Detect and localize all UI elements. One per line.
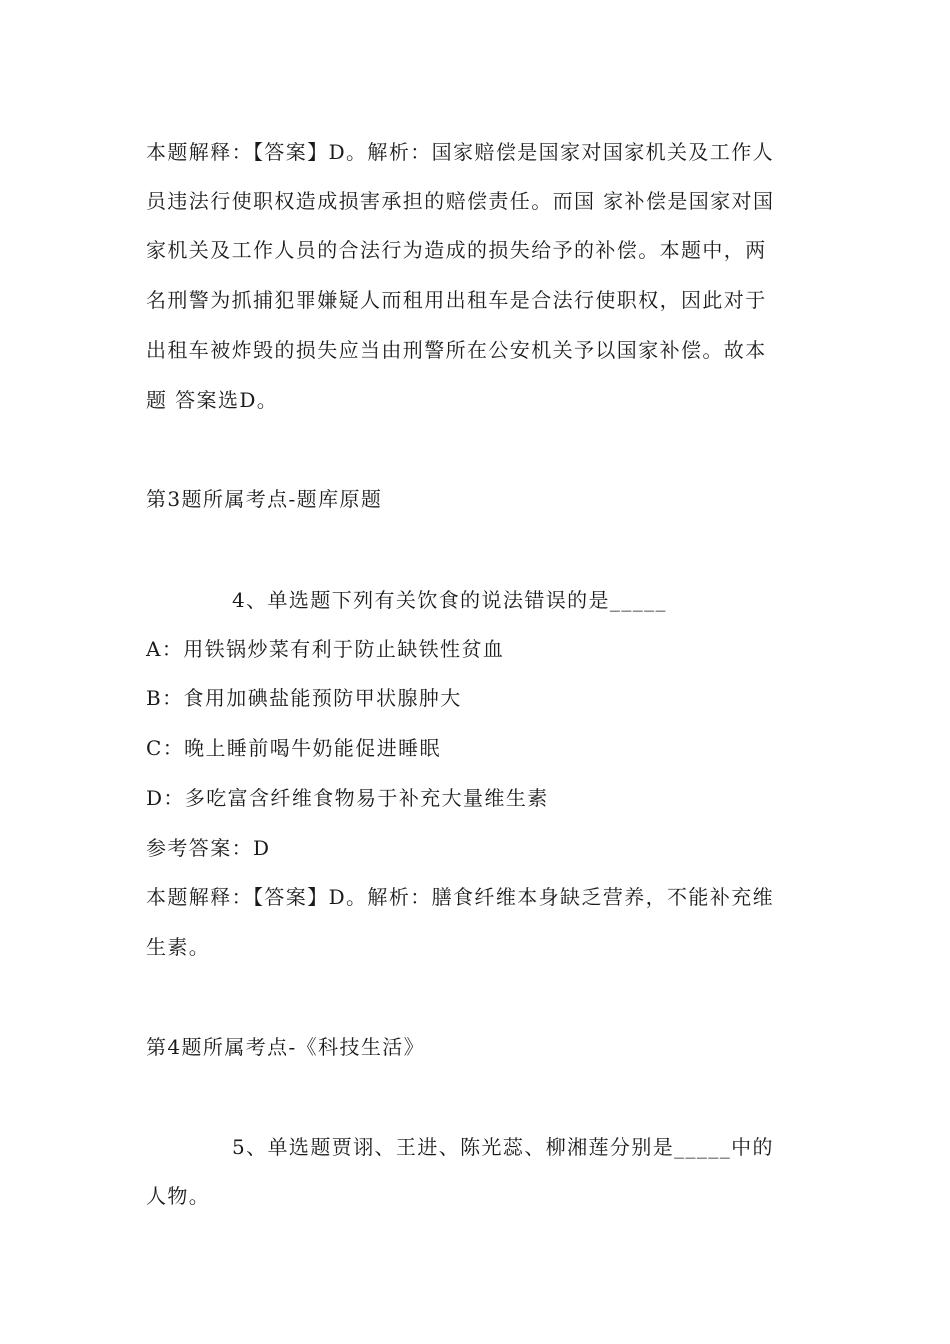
- q5-question-line-1: 5、单选题贾诩、王进、陈光蕊、柳湘莲分别是_____中的: [232, 1135, 774, 1159]
- q4-option-d: D：多吃富含纤维食物易于补充大量维生素: [146, 786, 549, 810]
- q3-explanation-line-1: 本题解释：【答案】D。解析：国家赔偿是国家对国家机关及工作人: [146, 140, 775, 164]
- q5-question-line-2: 人物。: [146, 1184, 211, 1208]
- q3-explanation-line-6: 题 答案选D。: [146, 388, 279, 412]
- q3-explanation-line-2: 员违法行使职权造成损害承担的赔偿责任。而国 家补偿是国家对国: [146, 189, 775, 213]
- q4-explanation-line-2: 生素。: [146, 935, 211, 959]
- q3-explanation-line-3: 家机关及工作人员的合法行为造成的损失给予的补偿。本题中，两: [146, 238, 767, 262]
- q4-option-c: C：晚上睡前喝牛奶能促进睡眠: [146, 736, 441, 760]
- q4-explanation-line-1: 本题解释：【答案】D。解析：膳食纤维本身缺乏营养，不能补充维: [146, 885, 775, 909]
- q4-answer: 参考答案：D: [146, 836, 271, 860]
- q4-option-b: B：食用加碘盐能预防甲状腺肿大: [146, 686, 462, 710]
- q3-explanation-line-5: 出租车被炸毁的损失应当由刑警所在公安机关予以国家补偿。故本: [146, 338, 767, 362]
- q4-option-a: A：用铁锅炒菜有利于防止缺铁性贫血: [146, 637, 505, 661]
- q3-explanation-line-4: 名刑警为抓捕犯罪嫌疑人而租用出租车是合法行使职权，因此对于: [146, 288, 767, 312]
- q4-question: 4、单选题下列有关饮食的说法错误的是_____: [232, 588, 667, 612]
- q4-topic: 第4题所属考点-《科技生活》: [146, 1035, 426, 1059]
- q3-topic: 第3题所属考点-题库原题: [146, 487, 383, 511]
